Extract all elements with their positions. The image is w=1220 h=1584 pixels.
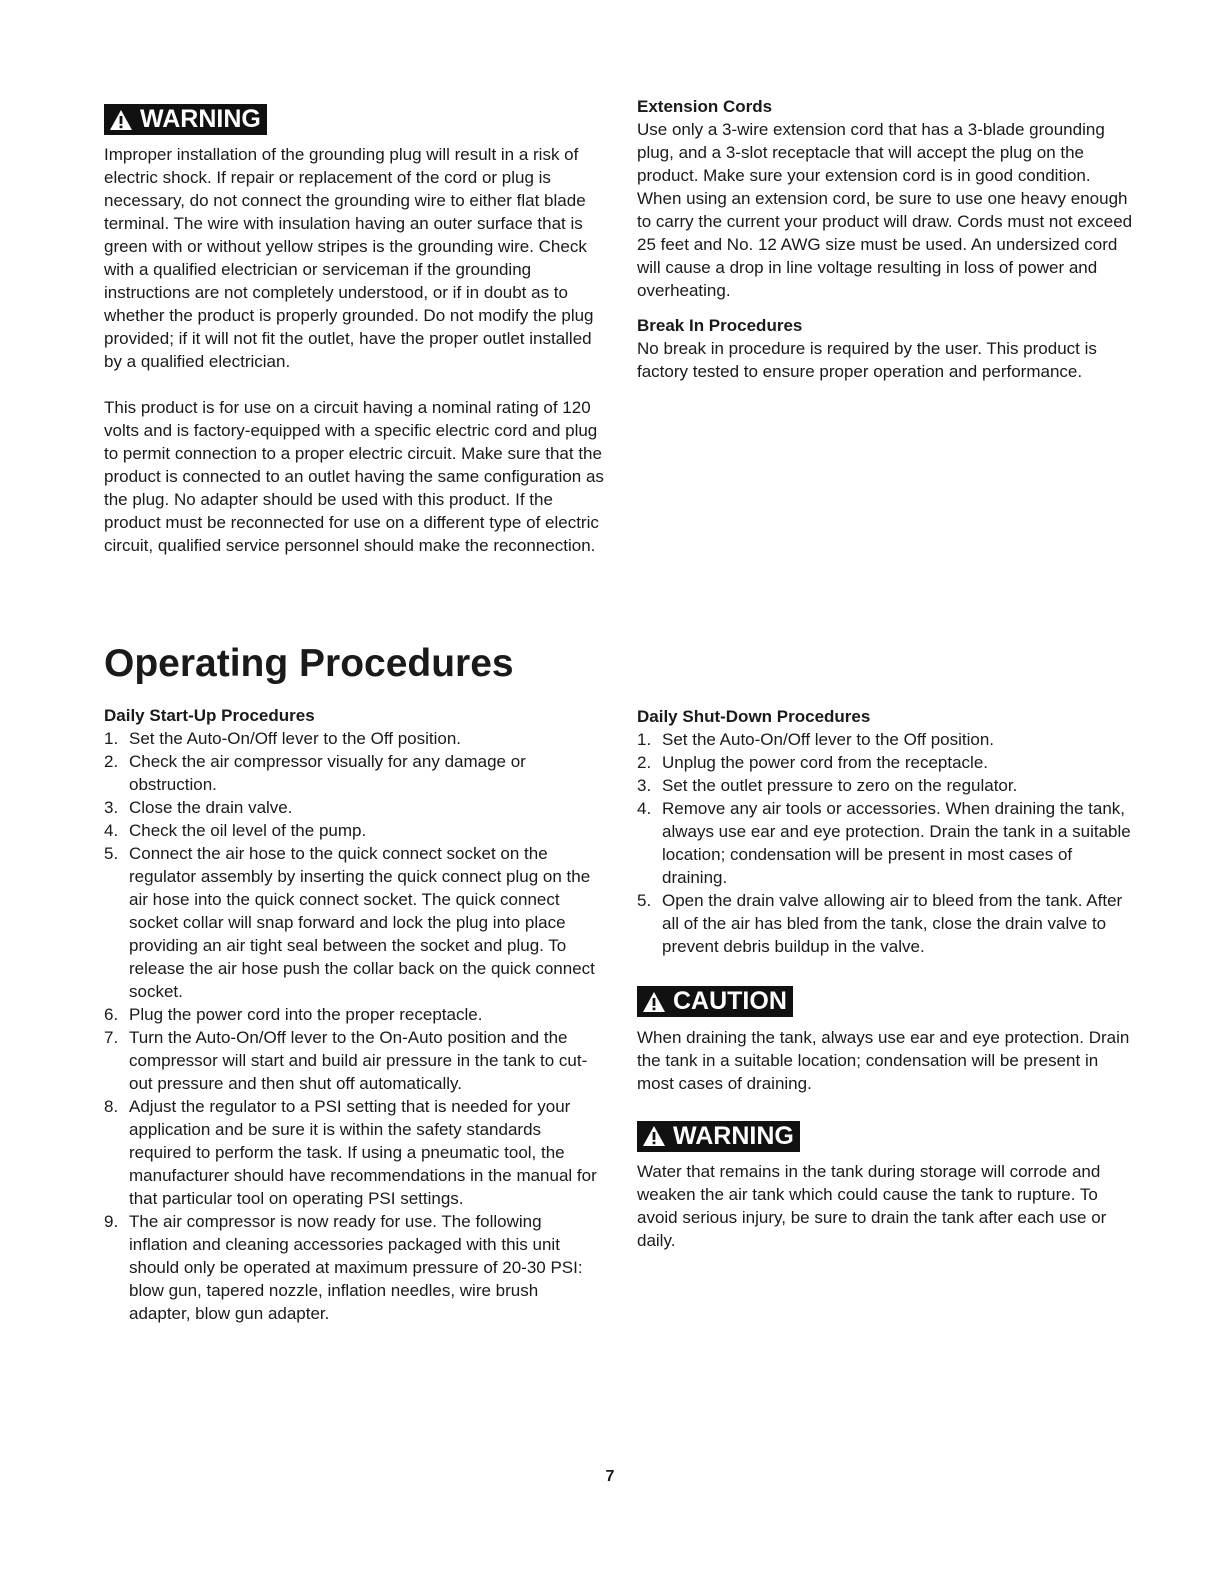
shutdown-heading: Daily Shut-Down Procedures <box>637 707 871 726</box>
list-item: 3. Close the drain valve. <box>104 798 293 817</box>
list-item: 5. Open the drain valve allowing air to bleed from the tank. After all of the air has bled from the tank, close the drain valve to prevent debris buildup in the valve. <box>637 891 1123 956</box>
list-item: 6. Plug the power cord into the proper receptacle. <box>104 1005 483 1024</box>
left-top-column <box>104 104 604 557</box>
warning-badge-top <box>104 104 267 135</box>
page-title: Operating Procedures <box>104 642 514 685</box>
extension-cords-heading: Extension Cords <box>637 97 773 116</box>
warning-badge-bottom <box>637 1121 800 1152</box>
list-item: 7. Turn the Auto-On/Off lever to the On-Auto position and the compressor will start and build air pressure in the tank to cut-out pressure and then shut off automatically. <box>104 1028 588 1093</box>
list-item: 3. Set the outlet pressure to zero on the regulator. <box>637 776 1018 795</box>
storage-warning-text: Water that remains in the tank during storage will corrode and weaken the air tank which could cause the tank to rupture. To avoid serious injury, be sure to drain the tank after each use or daily. <box>637 1162 1107 1250</box>
list-item: 5. Connect the air hose to the quick connect socket on the regulator assembly by inserting the quick connect plug on the air hose into the quick connect socket. The quick connect socket collar will snap forward and lock the plug into place providing an air tight seal between the socket and plug. To release the air hose push the collar back on the quick connect socket. <box>104 844 595 1001</box>
warning-triangle-icon <box>642 991 666 1013</box>
list-item: 1. Set the Auto-On/Off lever to the Off position. <box>104 729 462 748</box>
circuit-text: This product is for use on a circuit having a nominal rating of 120 volts and is factory-equipped with a specific electric cord and plug to permit connection to a proper electric circuit. Make sure that the product is connected to an outlet having the same configuration as the plug. No adapter should be used with this product. If the product must be reconnected for use on a different type of electric circuit, qualified service personnel should make the reconnection. <box>104 397 604 555</box>
startup-list <box>104 727 604 1325</box>
shutdown-column <box>637 705 1137 1252</box>
list-item: 2. Check the air compressor visually for any damage or obstruction. <box>104 752 526 794</box>
extension-cords-text: Use only a 3-wire extension cord that has a 3-blade grounding plug, and a 3-slot receptacle that will accept the plug on the product. Make sure your extension cord is in good condition. When using an extension cord, be sure to use one heavy enough to carry the current your product will draw. Cords must not exceed 25 feet and No. 12 AWG size must be used. An undersized cord will cause a drop in line voltage resulting in loss of power and overheating. <box>637 120 1133 300</box>
list-item: 4. Remove any air tools or accessories. When draining the tank, always use ear and eye protection. Drain the tank in a suitable location; condensation will be present in most cases of draining. <box>637 799 1131 887</box>
list-item: 2. Unplug the power cord from the receptacle. <box>637 753 989 772</box>
list-item: 4. Check the oil level of the pump. <box>104 821 367 840</box>
startup-column <box>104 704 604 1325</box>
warning-badge-label: WARNING <box>673 1121 794 1150</box>
caution-badge-label: CAUTION <box>673 987 787 1015</box>
right-top-column <box>637 95 1137 383</box>
break-in-heading: Break In Procedures <box>637 316 803 335</box>
list-item: 9. The air compressor is now ready for use. The following inflation and cleaning accessories packaged with this unit should only be operated at maximum pressure of 20-30 PSI: blow gun, tapered nozzle, inflation needles, wire brush adapter, blow gun adapter. <box>104 1212 583 1323</box>
break-in-text: No break in procedure is required by the user. This product is factory tested to ensure proper operation and performance. <box>637 339 1097 381</box>
shutdown-list <box>637 728 1137 958</box>
grounding-warning-text: Improper installation of the grounding plug will result in a risk of electric shock. If repair or replacement of the cord or plug is necessary, do not connect the grounding wire to either flat blade terminal. The wire with insulation having an outer surface that is green with or without yellow stripes is the grounding wire. Check with a qualified electrician or serviceman if the grounding instructions are not completely understood, or if in doubt as to whether the product is properly grounded. Do not modify the plug provided; if it will not fit the outlet, have the proper outlet installed by a qualified electrician. <box>104 144 594 371</box>
caution-text: When draining the tank, always use ear and eye protection. Drain the tank in a suitable location; condensation will be present in most cases of draining. <box>637 1027 1130 1093</box>
startup-heading: Daily Start-Up Procedures <box>104 706 315 725</box>
page-number: 7 <box>605 1468 615 1485</box>
warning-badge-label: WARNING <box>140 105 261 133</box>
list-item: 1. Set the Auto-On/Off lever to the Off position. <box>637 730 995 749</box>
warning-triangle-icon <box>109 109 133 131</box>
warning-triangle-icon <box>642 1125 666 1147</box>
list-item: 8. Adjust the regulator to a PSI setting that is needed for your application and be sure it is within the safety standards required to perform the task. If using a pneumatic tool, the manufacturer should have recommendations in the manual for that particular tool on operating PSI settings. <box>104 1097 597 1208</box>
caution-badge <box>637 986 793 1017</box>
